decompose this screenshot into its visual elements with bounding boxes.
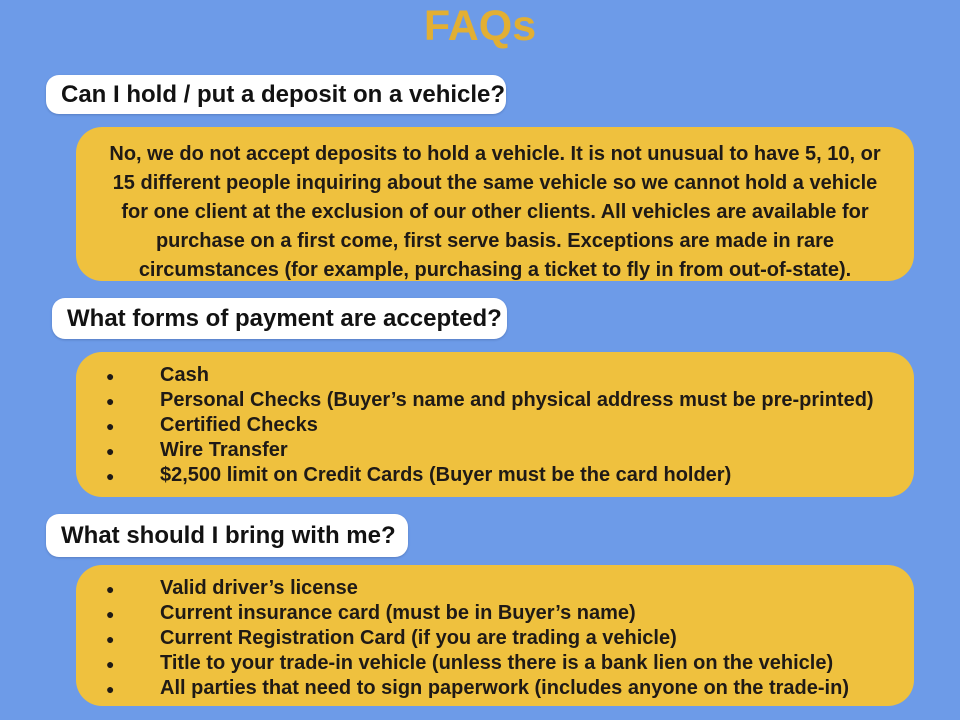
question-box-bring [46, 514, 408, 557]
answer-box-bring [76, 565, 914, 706]
answer-box-deposit [76, 127, 914, 281]
bullet-text: Current insurance card (must be in Buyer’s name) [160, 602, 636, 624]
bullet-item [106, 388, 904, 413]
bullet-icon: ● [106, 468, 115, 484]
bullet-icon: ● [106, 606, 115, 622]
bullet-icon: ● [106, 418, 115, 434]
bullet-icon: ● [106, 368, 115, 384]
question-text: Can I hold / put a deposit on a vehicle? [61, 80, 506, 108]
question-text: What should I bring with me? [61, 521, 396, 549]
bullet-text: $2,500 limit on Credit Cards (Buyer must be the card holder) [160, 464, 732, 486]
bullet-icon: ● [106, 443, 115, 459]
bullet-icon: ● [106, 656, 115, 672]
bullet-item [106, 413, 904, 438]
payment-bullet-list [76, 352, 914, 488]
page-title: FAQs [423, 2, 537, 50]
answer-paragraph: No, we do not accept deposits to hold a vehicle. It is not unusual to have 5, 10, or 15 different people inquiring about the same vehicle so we cannot hold a vehicle for one client at the exclusion of our other clients. All vehicles are available for purchase on a first come, first serve basis. Exceptions are made in rare circumstances (for example, purchasing a ticket to fly in from out-of-state). [109, 143, 881, 281]
bullet-item [106, 676, 904, 701]
bullet-item [106, 601, 904, 626]
bullet-text: Current Registration Card (if you are trading a vehicle) [160, 627, 677, 649]
bullet-icon: ● [106, 581, 115, 597]
bullet-item [106, 626, 904, 651]
bullet-text: All parties that need to sign paperwork (includes anyone on the trade-in) [160, 677, 849, 699]
question-box-deposit [46, 75, 506, 114]
question-box-payment [52, 298, 507, 339]
bullet-item [106, 651, 904, 676]
answer-box-payment [76, 352, 914, 497]
bring-bullet-list [76, 565, 914, 701]
question-text: What forms of payment are accepted? [67, 304, 502, 332]
bullet-item [106, 576, 904, 601]
bullet-item [106, 438, 904, 463]
bullet-item [106, 463, 904, 488]
bullet-icon: ● [106, 681, 115, 697]
bullet-text: Cash [160, 364, 209, 386]
bullet-text: Title to your trade-in vehicle (unless there is a bank lien on the vehicle) [160, 652, 834, 674]
bullet-text: Certified Checks [160, 414, 318, 436]
bullet-icon: ● [106, 631, 115, 647]
bullet-text: Valid driver’s license [160, 577, 358, 599]
bullet-item [106, 363, 904, 388]
bullet-text: Personal Checks (Buyer’s name and physical address must be pre-printed) [160, 389, 874, 411]
bullet-icon: ● [106, 393, 115, 409]
bullet-text: Wire Transfer [160, 439, 288, 461]
